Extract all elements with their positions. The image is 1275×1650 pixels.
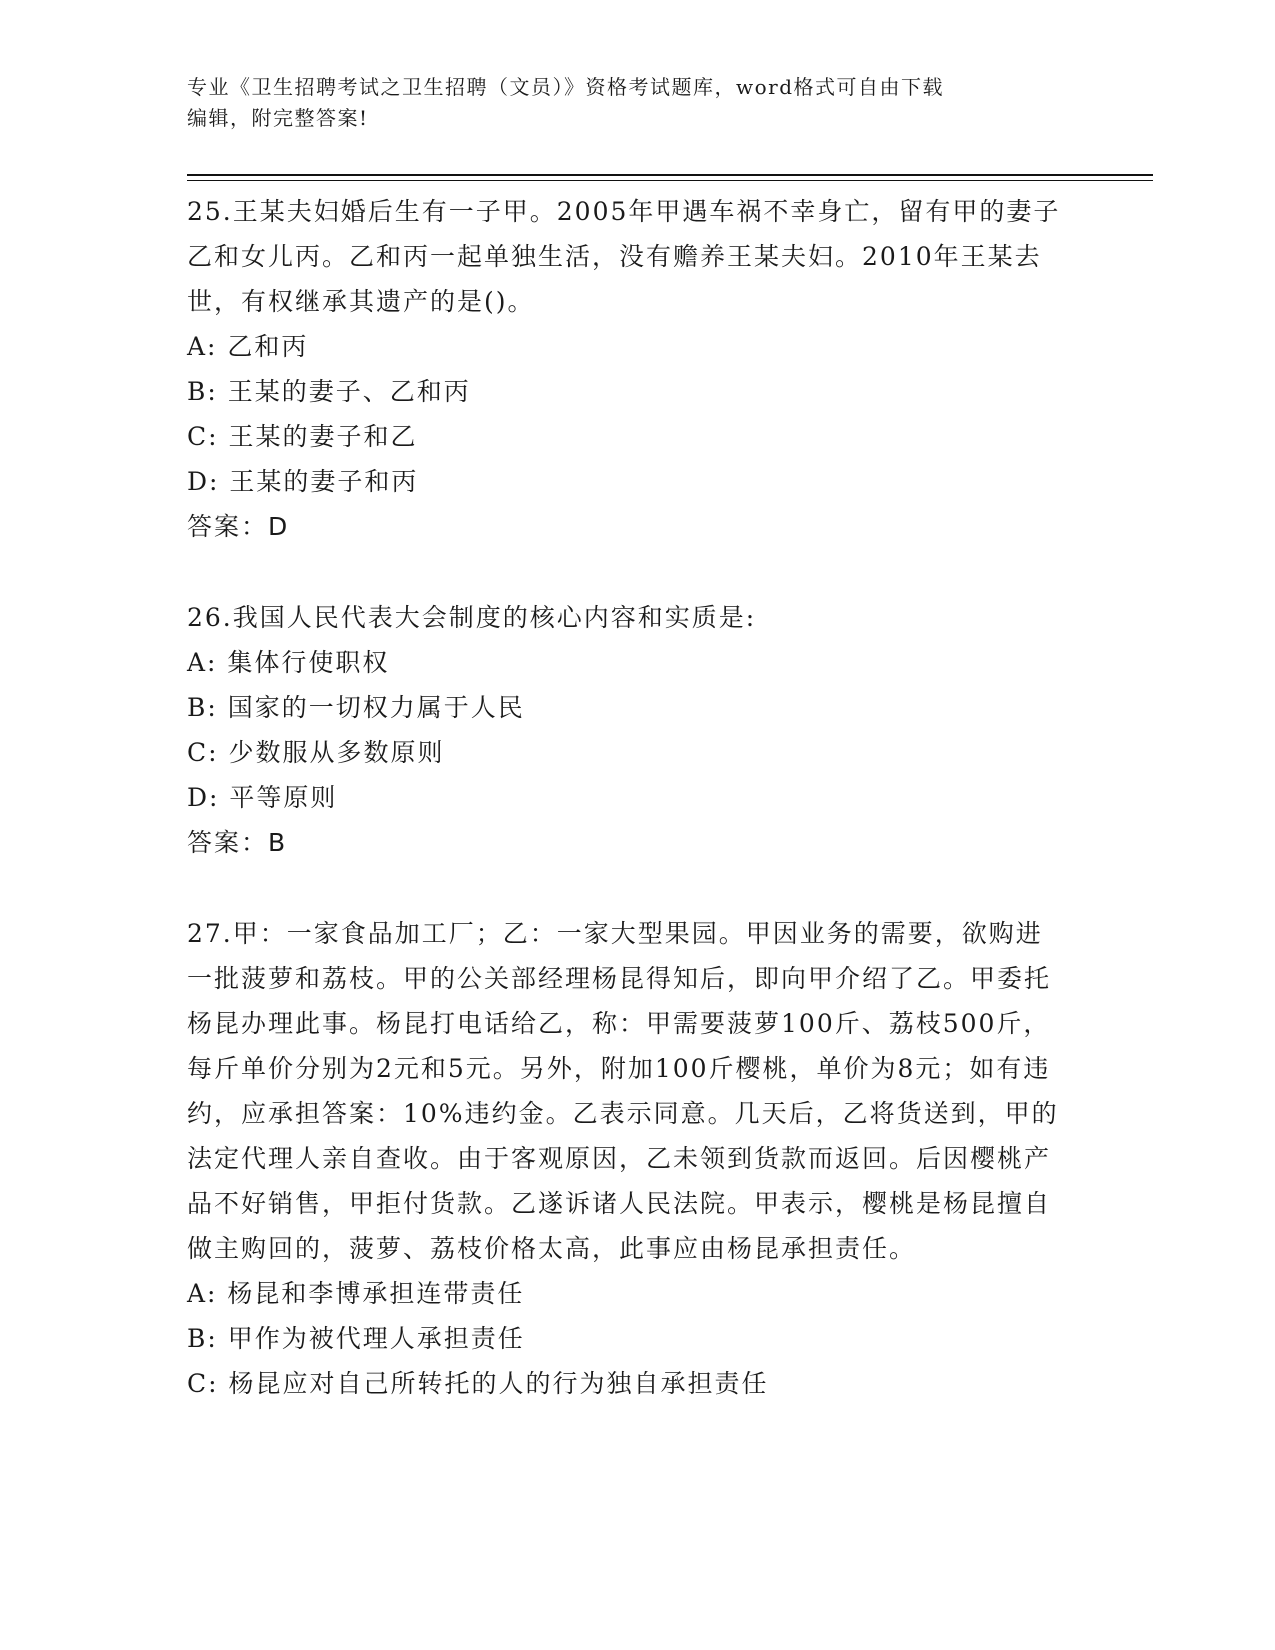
option-c: C: 少数服从多数原则 — [187, 738, 445, 767]
option-d: D: 平等原则 — [187, 783, 338, 812]
question-26 — [187, 595, 1067, 865]
header-divider-thick — [187, 174, 1153, 176]
answer-line: 答案：B — [187, 828, 288, 857]
question-27 — [187, 911, 1067, 1406]
question-stem: 26.我国人民代表大会制度的核心内容和实质是: — [187, 603, 757, 632]
option-b: B: 国家的一切权力属于人民 — [187, 693, 525, 722]
question-stem: 27.甲：一家食品加工厂；乙：一家大型果园。甲因业务的需要，欲购进一批菠萝和荔枝。甲的公关部经理杨昆得知后，即向甲介绍了乙。甲委托杨昆办理此事。杨昆打电话给乙，称：甲需要菠萝100斤、荔枝500斤，每斤单价分别为2元和5元。另外，附加100斤樱桃，单价为8元；如有违约，应承担答案：10%违约金。乙表示同意。几天后，乙将货送到，甲的法定代理人亲自查收。由于客观原因，乙未领到货款而返回。后因樱桃产品不好销售，甲拒付货款。乙遂诉诸人民法院。甲表示，樱桃是杨昆擅自做主购回的，菠萝、荔枝价格太高，此事应由杨昆承担责任。 — [187, 919, 1059, 1263]
header-line-2: 编辑，附完整答案! — [187, 106, 369, 130]
option-d: D: 王某的妻子和丙 — [187, 467, 419, 496]
option-c: C: 杨昆应对自己所转托的人的行为独自承担责任 — [187, 1369, 769, 1398]
option-c: C: 王某的妻子和乙 — [187, 422, 418, 451]
option-a: A: 乙和丙 — [187, 332, 309, 361]
option-a: A: 杨昆和李博承担连带责任 — [187, 1279, 525, 1308]
header-line-1: 专业《卫生招聘考试之卫生招聘（文员）》资格考试题库，word格式可自由下载 — [187, 75, 945, 99]
option-b: B: 王某的妻子、乙和丙 — [187, 377, 471, 406]
question-25 — [187, 189, 1067, 549]
option-a: A: 集体行使职权 — [187, 648, 390, 677]
header-divider-thin — [187, 180, 1153, 181]
answer-line: 答案：D — [187, 512, 290, 541]
question-list — [187, 189, 1067, 1452]
option-b: B: 甲作为被代理人承担责任 — [187, 1324, 525, 1353]
question-stem: 25.王某夫妇婚后生有一子甲。2005年甲遇车祸不幸身亡，留有甲的妻子乙和女儿丙。乙和丙一起单独生活，没有赡养王某夫妇。2010年王某去世，有权继承其遗产的是()。 — [187, 197, 1061, 316]
document-header — [187, 72, 1067, 134]
